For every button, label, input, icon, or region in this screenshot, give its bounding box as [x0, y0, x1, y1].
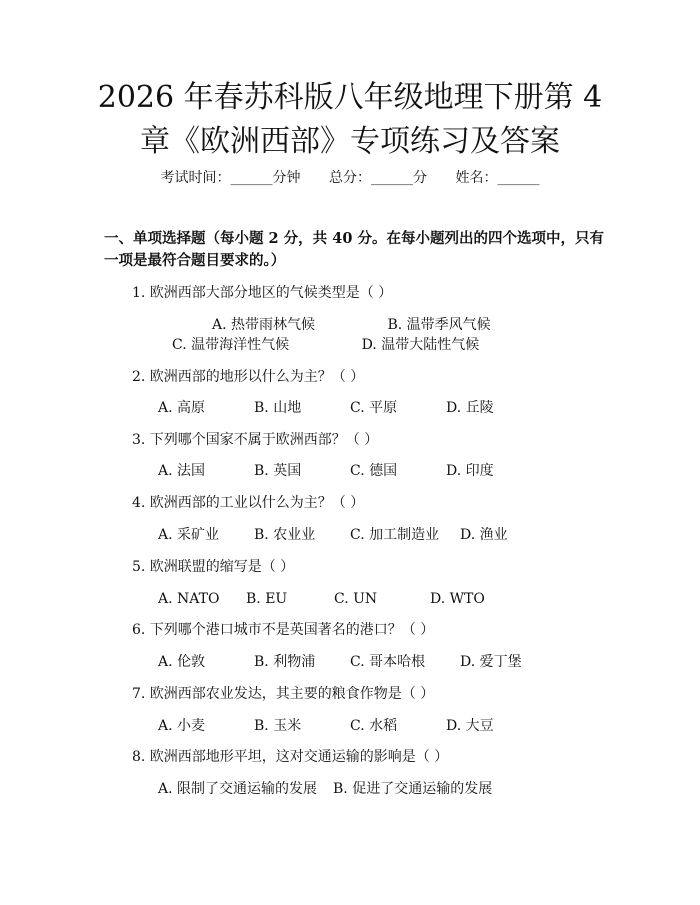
option: D. 爱丁堡 [460, 654, 522, 670]
option: C. UN [334, 591, 378, 607]
question-options [104, 716, 658, 736]
option: B. 温带季风气候 [387, 317, 491, 333]
question-stem: 6. 下列哪个港口城市不是英国著名的港口？（ ） [132, 622, 435, 638]
option: C. 平原 [350, 400, 398, 416]
option: C. 水稻 [350, 718, 398, 734]
total-score-field: 总分：______分 [329, 170, 427, 186]
question-options [104, 461, 658, 481]
option: D. 丘陵 [446, 400, 494, 416]
page-title: 2026 年春苏科版八年级地理下册第 4 章《欧洲西部》专项练习及答案 [97, 80, 603, 159]
option: A. 法国 [158, 463, 206, 479]
option: A. 采矿业 [158, 527, 220, 543]
question-options [104, 652, 658, 672]
option: D. 渔业 [460, 527, 508, 543]
question-options [104, 525, 658, 545]
option: B. 促进了交通运输的发展 [333, 781, 493, 797]
option: B. 玉米 [254, 718, 302, 734]
question-options [104, 398, 658, 418]
option: A. NATO [158, 591, 220, 607]
option: D. WTO [430, 591, 485, 607]
question-stem: 5. 欧洲联盟的缩写是（ ） [132, 559, 295, 575]
question-stem: 4. 欧洲西部的工业以什么为主？（ ） [132, 495, 365, 511]
question-stem: 7. 欧洲西部农业发达，其主要的粮食作物是（ ） [132, 686, 435, 702]
option: B. EU [246, 591, 288, 607]
option: A. 小麦 [158, 718, 206, 734]
option: B. 英国 [254, 463, 302, 479]
question-options [104, 589, 658, 609]
option: D. 温带大陆性气候 [361, 337, 480, 353]
question-stem: 3. 下列哪个国家不属于欧洲西部？（ ） [132, 432, 379, 448]
option: B. 利物浦 [254, 654, 316, 670]
option: C. 德国 [350, 463, 398, 479]
option: A. 热带雨林气候 [212, 317, 316, 333]
option: A. 高原 [158, 400, 206, 416]
section-heading: 一、单项选择题（每小题 2 分，共 40 分。在每小题列出的四个选项中，只有一项是最符合题目要求的。） [104, 230, 604, 269]
exam-meta [0, 168, 700, 188]
option: B. 山地 [254, 400, 302, 416]
question-stem: 1. 欧洲西部大部分地区的气候类型是（ ） [132, 285, 393, 301]
question-options [104, 779, 658, 799]
exam-time-field: 考试时间：______分钟 [160, 170, 301, 186]
option: C. 哥本哈根 [350, 654, 426, 670]
question-stem: 2. 欧洲西部的地形以什么为主？（ ） [132, 369, 365, 385]
question-options [104, 315, 604, 355]
option: C. 温带海洋性气候 [172, 337, 290, 353]
option: D. 大豆 [446, 718, 494, 734]
student-name-field: 姓名：______ [455, 170, 540, 186]
question-stem: 8. 欧洲西部地形平坦，这对交通运输的影响是（ ） [132, 749, 449, 765]
option: D. 印度 [446, 463, 494, 479]
option: B. 农业业 [254, 527, 316, 543]
option: A. 伦敦 [158, 654, 206, 670]
option: A. 限制了交通运输的发展 [158, 781, 318, 797]
option: C. 加工制造业 [350, 527, 440, 543]
